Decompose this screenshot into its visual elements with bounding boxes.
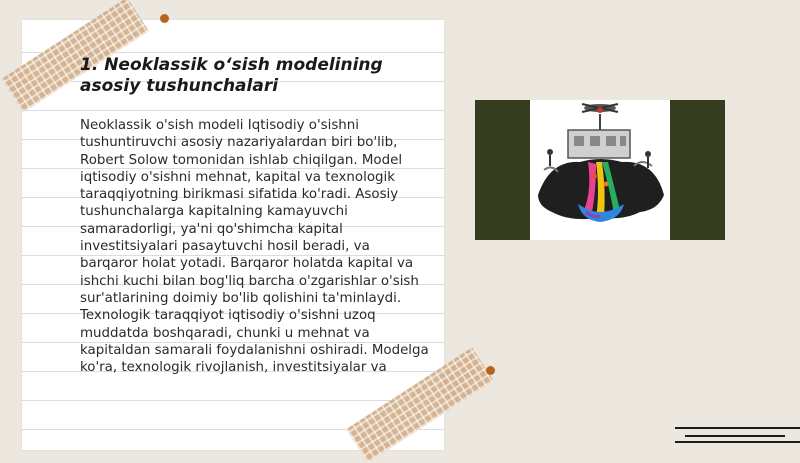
image-side-band <box>670 100 725 240</box>
tape-pin-dot <box>160 14 169 23</box>
tape-pin-dot <box>486 366 495 375</box>
section-body: Neoklassik o'sish modeli Iqtisodiy o'sishni tushuntiruvchi asosiy nazariyalardan biri bo'lib, Robert Solow tomonidan ishlab chiqilgan. Model iqtisodiy o'sishni mehnat, kapital va texnologik taraqqiyotning birikmasi sifatida ko'radi. Asosiy tushunchalarga kapitalning kamayuvchi samaradorligi, ya'ni qo'shimcha kapital investitsiyalari pasaytuvchi hosil beradi, va barqaror holat yotadi. Barqaror holatda kapital va ishchi kuchi bilan bog'liq barcha o'zgarishlar o'sish sur'atlarining doimiy bo'lib qolishini ta'minlaydi. Texnologik taraqqiyot iqtisodiy o'sishni uzoq muddatda boshqaradi, chunki u mehnat va kapitaldan samarali foydalanishni oshiradi. Modelga ko'ra, texnologik rivojlanish, investitsiyalar va <box>80 118 429 376</box>
building-icon <box>568 114 630 158</box>
image-side-band <box>475 100 530 240</box>
factory-splash-illustration <box>530 100 670 240</box>
text-content <box>80 55 430 376</box>
drone-icon <box>582 104 618 113</box>
illustration-image <box>475 100 725 240</box>
decorative-lines <box>675 425 800 445</box>
section-title: 1. Neoklassik o‘sish modelining asosiy tushunchalari <box>80 55 383 96</box>
